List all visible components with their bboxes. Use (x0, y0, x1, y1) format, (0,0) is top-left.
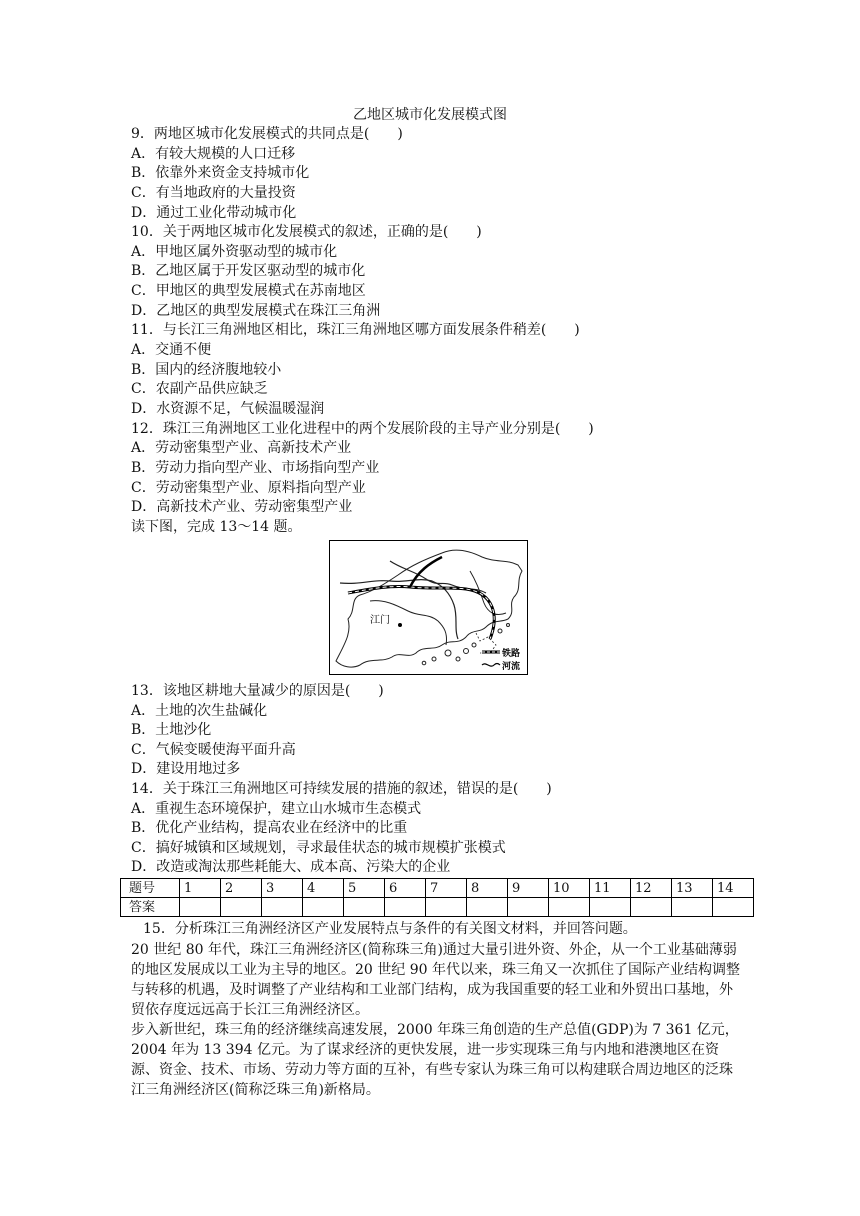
table-cell-number: 3 (262, 879, 303, 898)
question-12-option-c: C．劳动密集型产业、原料指向型产业 (131, 480, 366, 496)
question-15-paragraph-1: 20 世纪 80 年代，珠江三角洲经济区(简称珠三角)通过大量引进外资、外企，从一个工业基础薄弱的地区发展成以工业为主导的地区。20 世纪 90 年代以来，珠三角又一次抓住了国际产业结构调整与转移的机遇，及时调整了产业结构和工业部门结构，成为我国重要的轻工业和外贸出口基地，外贸依存度远远高于长江三角洲经济区。 (131, 942, 740, 1018)
question-13-option-d: D．建设用地过多 (131, 761, 241, 777)
question-10-option-d: D．乙地区的典型发展模式在珠江三角洲 (131, 303, 381, 319)
legend-river: 河流 (502, 662, 521, 672)
question-10-option-c: C．甲地区的典型发展模式在苏南地区 (131, 283, 366, 299)
question-12-option-a: A．劳动密集型产业、高新技术产业 (131, 440, 352, 456)
question-10-option-a: A．甲地区属外资驱动型的城市化 (131, 244, 338, 260)
railway-branch (410, 557, 442, 587)
answer-cell[interactable] (221, 898, 262, 917)
question-13-option-c: C．气候变暖使海平面升高 (131, 742, 296, 758)
table-cell-number: 10 (549, 879, 590, 898)
table-row-numbers (121, 879, 754, 898)
table-cell-number: 11 (590, 879, 631, 898)
answer-cell[interactable] (180, 898, 221, 917)
question-11-option-c: C．农副产品供应缺乏 (131, 381, 268, 397)
answer-cell[interactable] (549, 898, 590, 917)
table-header-number: 题号 (121, 879, 180, 898)
answer-cell[interactable] (467, 898, 508, 917)
table-cell-number: 12 (631, 879, 672, 898)
question-9-option-a: A．有较大规模的人口迁移 (131, 146, 296, 162)
answer-cell[interactable] (262, 898, 303, 917)
table-cell-number: 4 (303, 879, 344, 898)
question-11-option-d: D．水资源不足，气候温暖湿润 (131, 401, 325, 417)
answer-cell[interactable] (672, 898, 713, 917)
question-12-stem: 12．珠江三角洲地区工业化进程中的两个发展阶段的主导产业分别是( ) (131, 421, 594, 437)
question-11-option-b: B．国内的经济腹地较小 (131, 362, 282, 378)
answer-cell[interactable] (426, 898, 467, 917)
question-14-option-c: C．搞好城镇和区域规划，寻求最佳状态的城市规模扩张模式 (131, 840, 506, 856)
table-cell-number: 5 (344, 879, 385, 898)
table-row-answers (121, 898, 754, 917)
table-cell-number: 9 (508, 879, 549, 898)
table-cell-number: 14 (713, 879, 754, 898)
answer-table (120, 878, 754, 917)
city-dot (398, 623, 402, 627)
table-cell-number: 1 (180, 879, 221, 898)
answer-cell[interactable] (385, 898, 426, 917)
figure-caption: 乙地区城市化发展模式图 (353, 107, 507, 123)
question-13-option-a: A．土地的次生盐碱化 (131, 703, 268, 719)
legend-railway: 铁路 (502, 649, 521, 659)
question-13-option-b: B．土地沙化 (131, 722, 212, 738)
table-cell-number: 8 (467, 879, 508, 898)
question-11-stem: 11．与长江三角洲地区相比，珠江三角洲地区哪方面发展条件稍差( ) (131, 322, 580, 338)
railway-line (348, 586, 494, 639)
question-9-stem: 9．两地区城市化发展模式的共同点是( ) (131, 126, 403, 142)
question-10-stem: 10．关于两地区城市化发展模式的叙述，正确的是( ) (131, 224, 482, 240)
question-15-stem: 15．分析珠江三角洲经济区产业发展特点与条件的有关图文材料，并回答问题。 (143, 921, 637, 937)
answer-cell[interactable] (303, 898, 344, 917)
boundary-dashed (476, 633, 496, 653)
table-cell-number: 2 (221, 879, 262, 898)
pearl-river-delta-map (329, 540, 528, 675)
map-drawing (330, 541, 527, 674)
question-14-option-a: A．重视生态环境保护，建立山水城市生态模式 (131, 801, 422, 817)
answer-cell[interactable] (631, 898, 672, 917)
table-cell-number: 6 (385, 879, 426, 898)
read-prompt: 读下图，完成 13～14 题。 (131, 519, 302, 535)
answer-cell[interactable] (590, 898, 631, 917)
question-9-option-c: C．有当地政府的大量投资 (131, 185, 296, 201)
question-14-option-d: D．改造或淘汰那些耗能大、成本高、污染大的企业 (131, 859, 451, 875)
question-12-option-d: D．高新技术产业、劳动密集型产业 (131, 499, 353, 515)
question-13-stem: 13．该地区耕地大量减少的原因是( ) (131, 683, 384, 699)
answer-cell[interactable] (344, 898, 385, 917)
answer-cell[interactable] (713, 898, 754, 917)
question-15-paragraph-2: 步入新世纪，珠三角的经济继续高速发展，2000 年珠三角创造的生产总值(GDP)为 7 361 亿元，2004 年为 13 394 亿元。为了谋求经济的更快发展，进一步实现珠三角与内地和港澳地区在资源、资金、技术、市场、劳动力等方面的互补，有些专家认为珠三角可以构建联合周边地区的泛珠江三角洲经济区(简称泛珠三角)新格局。 (131, 1022, 739, 1098)
table-header-answer: 答案 (121, 898, 180, 917)
question-10-option-b: B．乙地区属于开发区驱动型的城市化 (131, 263, 366, 279)
answer-cell[interactable] (508, 898, 549, 917)
question-9-option-d: D．通过工业化带动城市化 (131, 205, 297, 221)
table-cell-number: 7 (426, 879, 467, 898)
question-14-stem: 14．关于珠江三角洲地区可持续发展的措施的叙述，错误的是( ) (131, 781, 552, 797)
question-9-option-b: B．依靠外来资金支持城市化 (131, 165, 310, 181)
table-cell-number: 13 (672, 879, 713, 898)
question-14-option-b: B．优化产业结构，提高农业在经济中的比重 (131, 820, 408, 836)
city-label: 江门 (370, 615, 390, 626)
question-11-option-a: A．交通不便 (131, 342, 212, 358)
question-12-option-b: B．劳动力指向型产业、市场指向型产业 (131, 460, 380, 476)
